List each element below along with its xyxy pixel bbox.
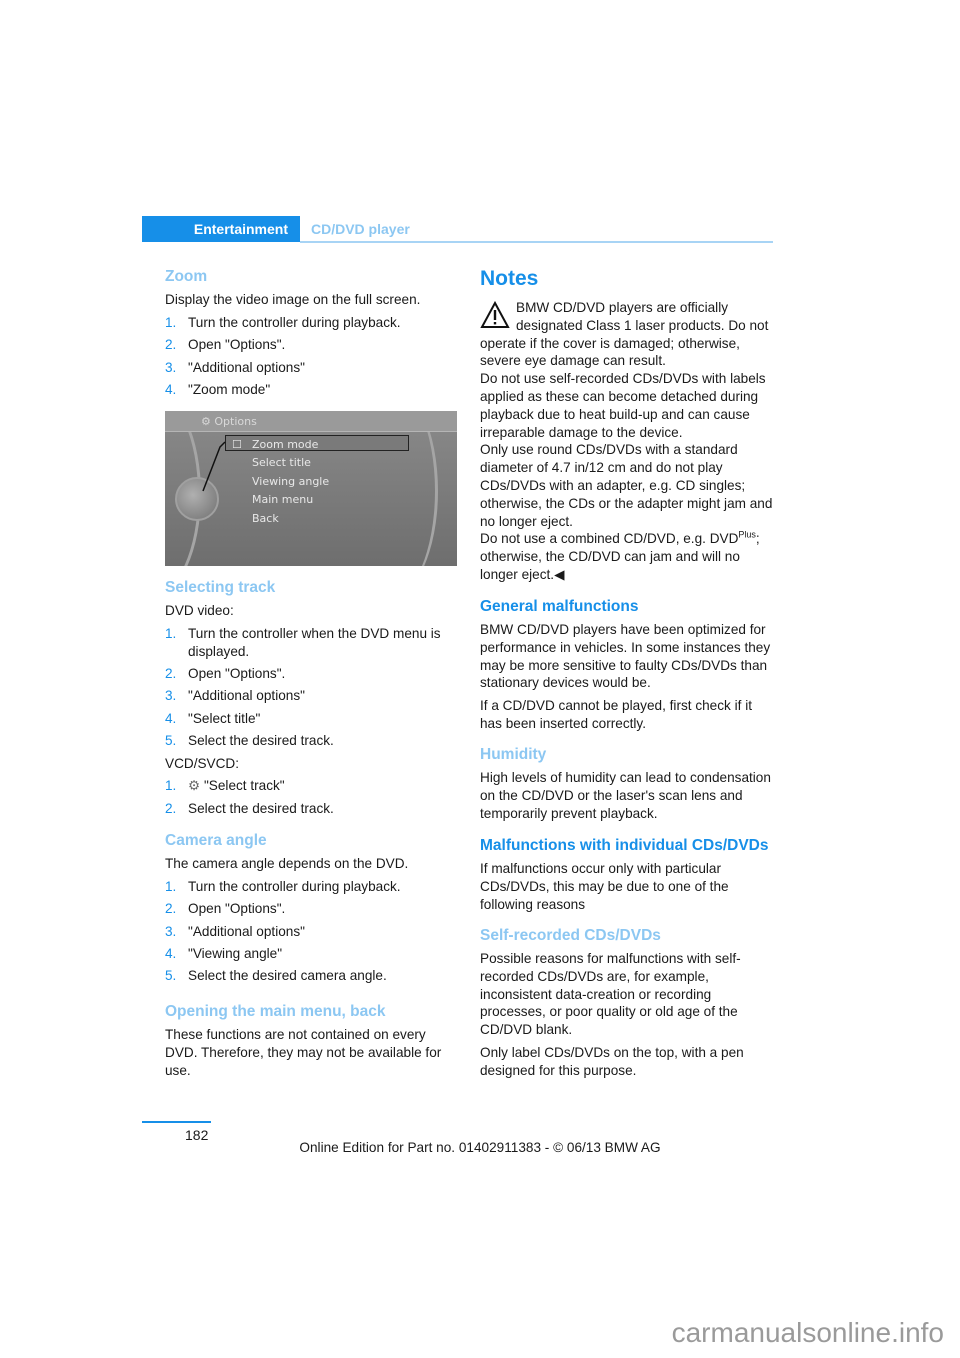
step: 5. Select the desired camera angle. — [165, 968, 387, 984]
step: 3. "Additional options" — [165, 359, 305, 375]
main-menu-section — [165, 1002, 457, 1084]
step: 2. Open "Options". — [165, 337, 286, 353]
vcd-steps — [165, 777, 457, 817]
paragraph: Do not use self-recorded CDs/DVDs with labels applied as these can become detached during playback due to heat build-up and can cause irreparable damage to the device. — [480, 371, 766, 440]
step: 1. Turn the controller during playback. — [165, 314, 401, 330]
step: 3. "Additional options" — [165, 923, 305, 939]
heading: Opening the main menu, back — [165, 1003, 386, 1020]
section-title: CD/DVD player — [311, 221, 410, 237]
intro: The camera angle depends on the DVD. — [165, 856, 409, 871]
paragraph: These functions are not contained on every DVD. Therefore, they may not be available for use. — [165, 1027, 442, 1078]
checkbox-icon: ☐ — [232, 438, 242, 451]
paragraph: Only use round CDs/DVDs with a standard diameter of 4.7 in/12 cm and do not play CDs/DVDs with an adapter, e.g. CD singles; otherwise, the CDs or the adapter might jam and no longer eject. — [480, 442, 773, 529]
screen-item: Select title — [252, 456, 311, 469]
paragraph: If a CD/DVD cannot be played, first check if it has been inserted correctly. — [480, 698, 752, 731]
controller-icon: ⚙ — [188, 778, 204, 794]
screen-item: Zoom mode — [252, 438, 319, 451]
paragraph: If malfunctions occur only with particular CDs/DVDs, this may be due to one of the following reasons — [480, 861, 729, 912]
selecting-track-section — [165, 578, 457, 822]
heading: Selecting track — [165, 579, 276, 596]
step: 1. Turn the controller when the DVD menu is displayed. — [165, 625, 441, 659]
watermark: carmanualsonline.info — [671, 1317, 944, 1348]
humidity-section — [480, 745, 775, 827]
screen-item: Viewing angle — [252, 475, 330, 488]
chapter-tab: Entertainment — [142, 216, 300, 242]
screen-item: Back — [252, 512, 279, 525]
step: 2. Select the desired track. — [165, 800, 334, 816]
paragraph: Only label CDs/DVDs on the top, with a pen designed for this purpose. — [480, 1044, 744, 1078]
camera-steps — [165, 878, 457, 985]
individual-malfunctions-section — [480, 836, 775, 918]
zoom-steps — [165, 314, 457, 399]
zoom-section — [165, 267, 457, 403]
paragraph: BMW CD/DVD players are officially designated Class 1 laser products. Do not operate if the cover is damaged; otherwise, severe eye damage can result. — [480, 300, 769, 369]
paragraph: High levels of humidity can lead to condensation on the CD/DVD or the laser's scan lens and temporarily prevent playback. — [480, 770, 771, 821]
step: 1. ⚙ "Select track" — [165, 778, 285, 794]
intro: Display the video image on the full screen. — [165, 292, 421, 307]
notes-section — [480, 266, 775, 584]
self-recorded-section — [480, 926, 775, 1085]
step: 4. "Select title" — [165, 710, 261, 726]
heading: Self-recorded CDs/DVDs — [480, 927, 661, 944]
step: 2. Open "Options". — [165, 901, 286, 917]
step: 1. Turn the controller during playback. — [165, 878, 401, 894]
paragraph: Do not use a combined CD/DVD, e.g. $DVD^{Plus}$; otherwise, the CD/DVD can jam and will no longer eject.◀ — [480, 529, 760, 582]
camera-angle-section — [165, 831, 457, 990]
paragraph: Possible reasons for malfunctions with self-recorded CDs/DVDs are, for example, inconsistent data-creation or recording processes, or poor quality or old age of the CD/DVD blank. — [480, 951, 741, 1038]
page-number: 182 — [185, 1127, 209, 1143]
end-marker-icon: ◀ — [554, 566, 565, 582]
step: 2. Open "Options". — [165, 665, 286, 681]
heading: Humidity — [480, 746, 547, 763]
step: 3. "Additional options" — [165, 688, 305, 704]
heading: Malfunctions with individual CDs/DVDs — [480, 837, 769, 854]
step: 4. "Zoom mode" — [165, 381, 271, 397]
general-malfunctions-section — [480, 597, 775, 738]
screen-title: ⚙ Options — [201, 415, 257, 428]
page-number-rule — [142, 1121, 211, 1123]
options-screen-image — [165, 411, 457, 566]
edition-footer: Online Edition for Part no. 01402911383 - © 06/13 BMW AG — [299, 1140, 661, 1155]
paragraph: BMW CD/DVD players have been optimized for performance in vehicles. In some instances they may be more sensitive to faulty CDs/DVDs than stationary devices would be. — [480, 622, 771, 691]
heading: Zoom — [165, 268, 208, 285]
label: VCD/SVCD: — [165, 755, 240, 771]
dvd-steps — [165, 625, 457, 750]
warning-icon — [480, 301, 510, 329]
header-divider — [300, 241, 773, 243]
heading: Camera angle — [165, 832, 267, 849]
heading: General malfunctions — [480, 598, 639, 615]
step: 4. "Viewing angle" — [165, 945, 283, 961]
screen-item: Main menu — [252, 493, 314, 506]
label: DVD video: — [165, 603, 234, 618]
step: 5. Select the desired track. — [165, 733, 334, 749]
pointer-line — [165, 411, 457, 566]
heading: Notes — [480, 267, 539, 290]
